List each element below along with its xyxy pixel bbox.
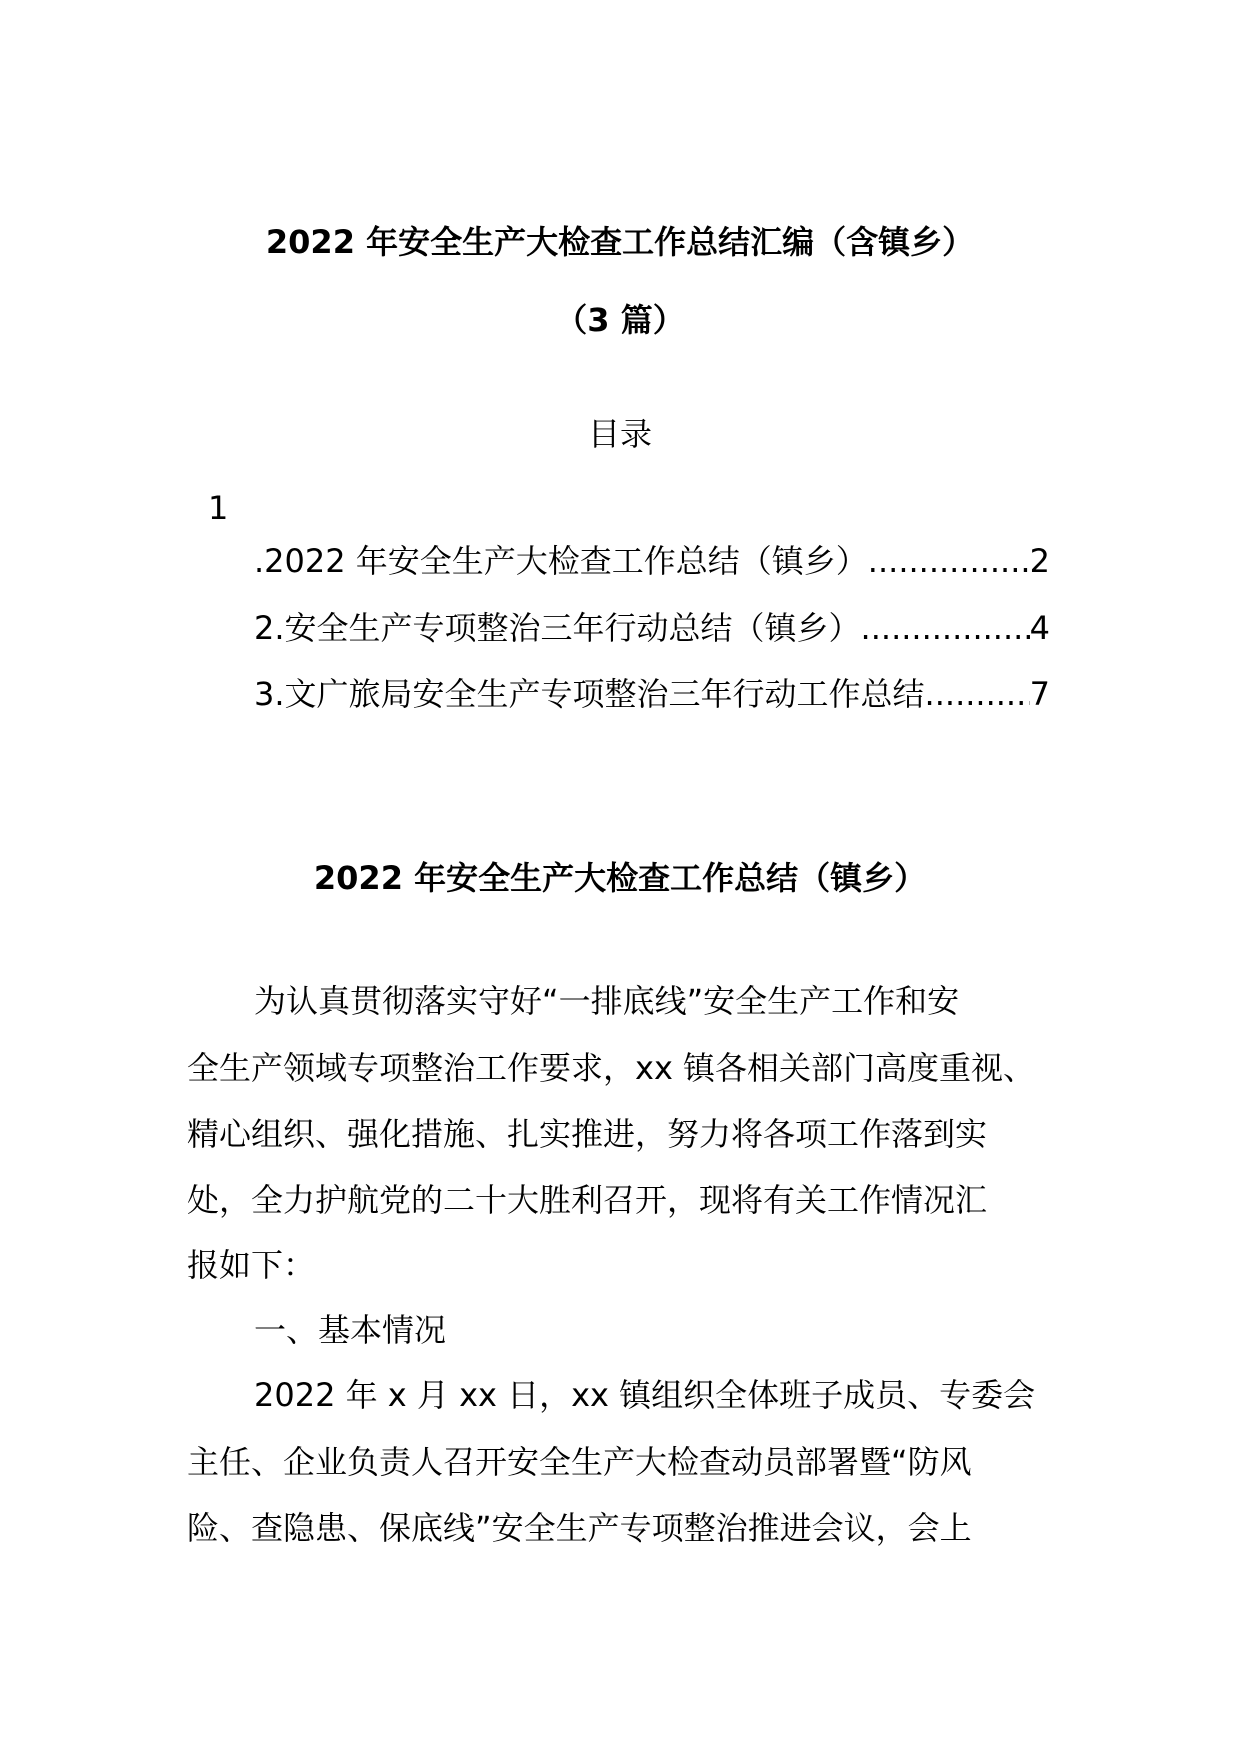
toc-entry-page: 7 xyxy=(1029,675,1050,713)
toc-entry-page: 2 xyxy=(1029,542,1050,580)
document-title: 2022 年安全生产大检查工作总结汇编（含镇乡） xyxy=(265,223,975,261)
toc-entry[interactable] xyxy=(254,609,1050,647)
toc-entry-title: 3.文广旅局安全生产专项整治三年行动工作总结 xyxy=(254,675,925,713)
paragraph-line: 主任、企业负责人召开安全生产大检查动员部署暨“防风 xyxy=(187,1443,972,1481)
toc-entry[interactable] xyxy=(254,675,1050,713)
toc-leader-dots xyxy=(868,545,1030,577)
paragraph-line: 险、查隐患、保底线”安全生产专项整治推进会议，会上 xyxy=(187,1509,972,1547)
toc-entry-title: .2022 年安全生产大检查工作总结（镇乡） xyxy=(254,542,868,580)
toc-number-prefix: 1 xyxy=(208,489,229,527)
toc-entry[interactable] xyxy=(254,542,1050,580)
paragraph-line: 处，全力护航党的二十大胜利召开，现将有关工作情况汇 xyxy=(187,1181,988,1219)
paragraph-line: 精心组织、强化措施、扎实推进，努力将各项工作落到实 xyxy=(187,1115,988,1153)
toc-leader-dots xyxy=(861,612,1030,644)
toc-entry-title: 2.安全生产专项整治三年行动总结（镇乡） xyxy=(254,609,861,647)
toc-entry-page: 4 xyxy=(1029,609,1050,647)
paragraph-line: 全生产领域专项整治工作要求，xx 镇各相关部门高度重视、 xyxy=(187,1049,1036,1087)
toc-heading: 目录 xyxy=(587,415,652,453)
subsection-heading: 一、基本情况 xyxy=(254,1311,447,1349)
section-title: 2022 年安全生产大检查工作总结（镇乡） xyxy=(313,859,927,897)
document-subtitle: （3 篇） xyxy=(555,301,685,339)
paragraph-line: 为认真贯彻落实守好“一排底线”安全生产工作和安 xyxy=(254,982,960,1020)
paragraph-line: 报如下： xyxy=(187,1246,316,1284)
toc-leader-dots xyxy=(925,678,1030,710)
paragraph-line: 2022 年 x 月 xx 日，xx 镇组织全体班子成员、专委会 xyxy=(254,1376,1036,1414)
